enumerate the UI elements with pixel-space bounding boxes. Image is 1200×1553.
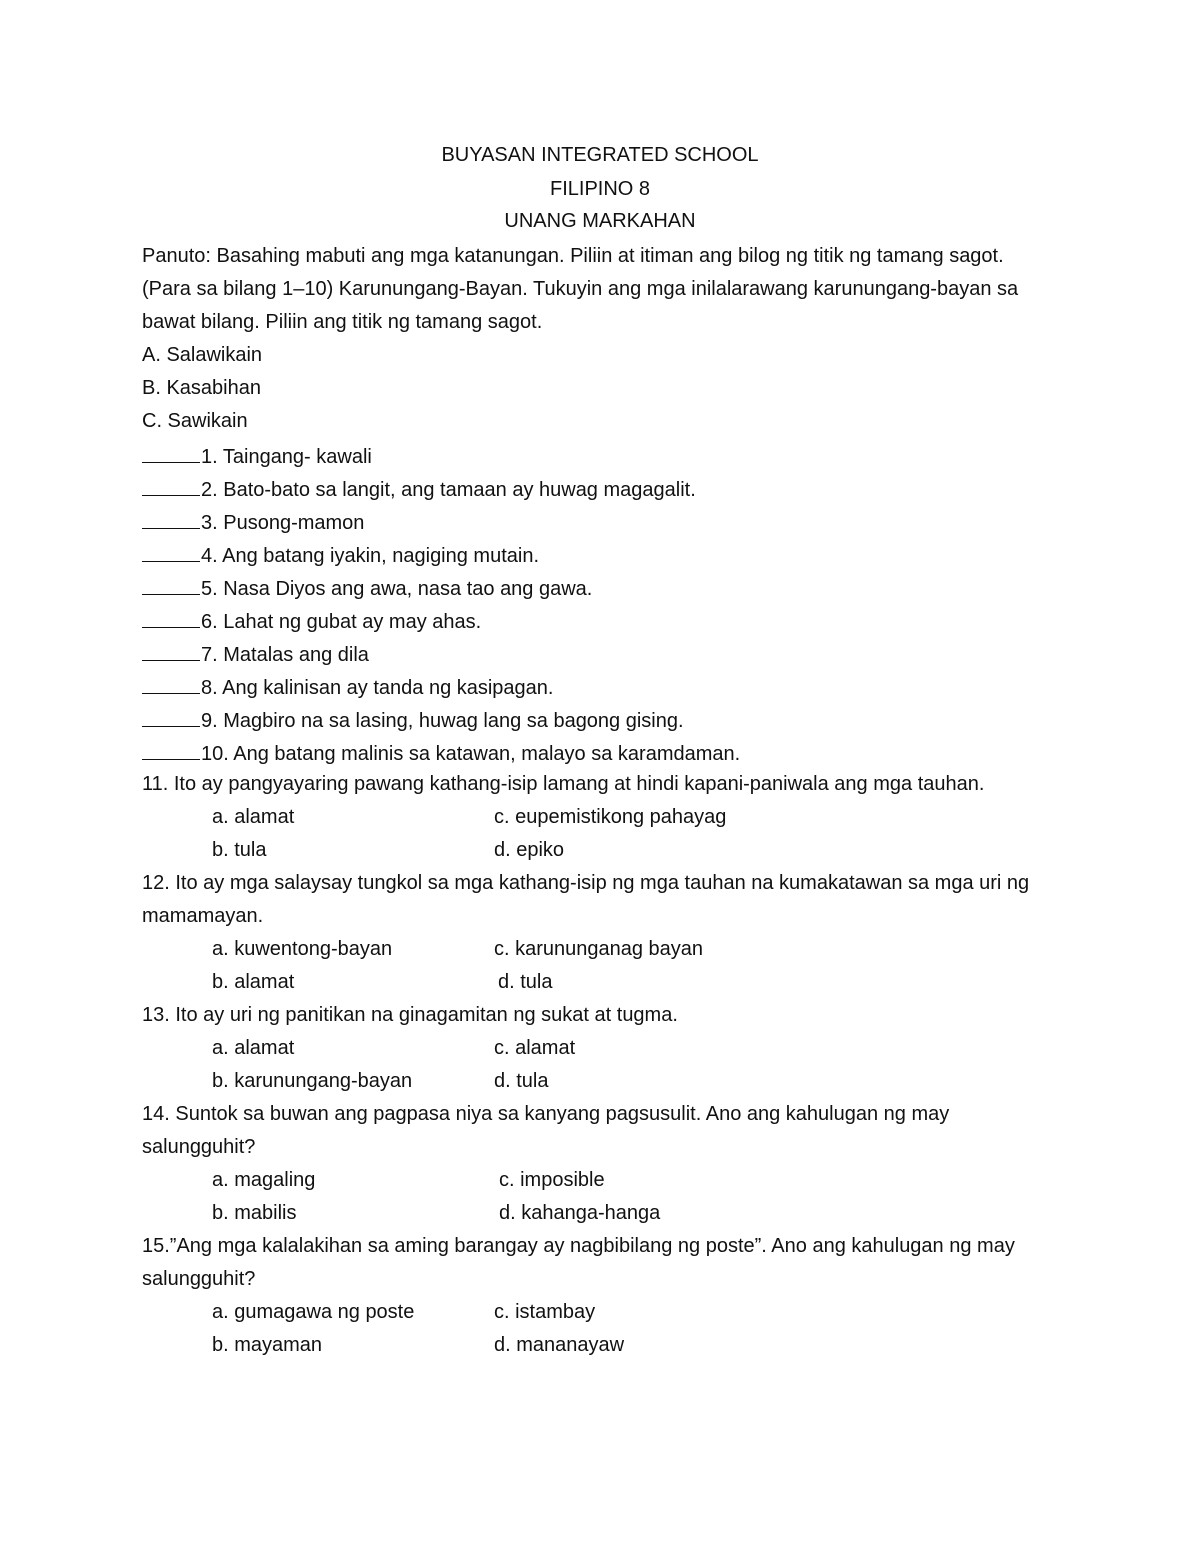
choice-b[interactable]: b. alamat: [212, 971, 295, 993]
choice-b[interactable]: b. karunungang-bayan: [212, 1070, 413, 1092]
item-2: 2. Bato-bato sa langit, ang tamaan ay huwag magagalit.: [142, 471, 1062, 504]
subject-title: FILIPINO 8: [549, 178, 651, 200]
quarter-title: UNANG MARKAHAN: [504, 210, 696, 232]
answer-blank[interactable]: [142, 504, 200, 529]
option-a: A. Salawikain: [142, 344, 263, 366]
choices-12: [142, 933, 1062, 999]
question-13: 13. Ito ay uri ng panitikan na ginagamitan ng sukat at tugma.: [142, 1004, 678, 1026]
choices-11: [142, 801, 1062, 867]
choice-c[interactable]: c. karununganag bayan: [494, 938, 704, 960]
item-7: 7. Matalas ang dila: [142, 636, 1062, 669]
choices-13: [142, 1032, 1062, 1098]
question-11: 11. Ito ay pangyayaring pawang kathang-isip lamang at hindi kapani-paniwala ang mga tauhan.: [142, 773, 985, 795]
choices-14: [142, 1164, 1062, 1230]
instructions: Panuto: Basahing mabuti ang mga katanungan. Piliin at itiman ang bilog ng titik ng tamang sagot.: [142, 245, 1004, 267]
choice-a[interactable]: a. kuwentong-bayan: [212, 938, 393, 960]
item-3: 3. Pusong-mamon: [142, 504, 1062, 537]
question-12: 12. Ito ay mga salaysay tungkol sa mga kathang-isip ng mga tauhan na kumakatawan sa mga uri ng mamamayan.: [142, 872, 1030, 927]
answer-blank[interactable]: [142, 537, 200, 562]
answer-blank[interactable]: [142, 702, 200, 727]
choice-d[interactable]: d. tula: [494, 1070, 549, 1092]
school-name: BUYASAN INTEGRATED SCHOOL: [441, 144, 759, 166]
answer-blank[interactable]: [142, 636, 200, 661]
answer-blank[interactable]: [142, 570, 200, 595]
answer-blank[interactable]: [142, 603, 200, 628]
choice-d[interactable]: d. mananayaw: [494, 1334, 625, 1356]
item-8: 8. Ang kalinisan ay tanda ng kasipagan.: [142, 669, 1062, 702]
item-1: 1. Taingang- kawali: [142, 438, 1062, 471]
section1-intro: (Para sa bilang 1–10) Karunungang-Bayan. Tukuyin ang mga inilalarawang karunungang-bayan sa bawat bilang. Piliin ang titik ng tamang sagot.: [142, 278, 1019, 333]
question-15: 15.”Ang mga kalalakihan sa aming barangay ay nagbibilang ng poste”. Ano ang kahulugan ng may salungguhit?: [142, 1235, 1015, 1290]
choice-d[interactable]: d. tula: [498, 971, 553, 993]
choice-c[interactable]: c. alamat: [494, 1037, 576, 1059]
choice-b[interactable]: b. mayaman: [212, 1334, 323, 1356]
option-c: C. Sawikain: [142, 410, 248, 432]
choice-a[interactable]: a. gumagawa ng poste: [212, 1301, 415, 1323]
item-5: 5. Nasa Diyos ang awa, nasa tao ang gawa.: [142, 570, 1062, 603]
item-6: 6. Lahat ng gubat ay may ahas.: [142, 603, 1062, 636]
choice-d[interactable]: d. epiko: [494, 839, 565, 861]
choice-b[interactable]: b. tula: [212, 839, 267, 861]
exam-body: [142, 240, 1062, 1362]
item-4: 4. Ang batang iyakin, nagiging mutain.: [142, 537, 1062, 570]
choice-a[interactable]: a. magaling: [212, 1169, 316, 1191]
choice-d[interactable]: d. kahanga-hanga: [499, 1202, 661, 1224]
item-10: 10. Ang batang malinis sa katawan, malayo sa karamdaman.: [142, 735, 1062, 768]
choices-15: [142, 1296, 1062, 1362]
choice-b[interactable]: b. mabilis: [212, 1202, 297, 1224]
choice-c[interactable]: c. imposible: [499, 1169, 605, 1191]
item-9: 9. Magbiro na sa lasing, huwag lang sa bagong gising.: [142, 702, 1062, 735]
choice-a[interactable]: a. alamat: [212, 1037, 295, 1059]
answer-blank[interactable]: [142, 438, 200, 463]
choice-a[interactable]: a. alamat: [212, 806, 295, 828]
choice-c[interactable]: c. istambay: [494, 1301, 596, 1323]
question-14: 14. Suntok sa buwan ang pagpasa niya sa kanyang pagsusulit. Ano ang kahulugan ng may salungguhit?: [142, 1103, 950, 1158]
choice-c[interactable]: c. eupemistikong pahayag: [494, 806, 727, 828]
answer-blank[interactable]: [142, 735, 200, 760]
answer-blank[interactable]: [142, 471, 200, 496]
option-b: B. Kasabihan: [142, 377, 261, 399]
answer-blank[interactable]: [142, 669, 200, 694]
